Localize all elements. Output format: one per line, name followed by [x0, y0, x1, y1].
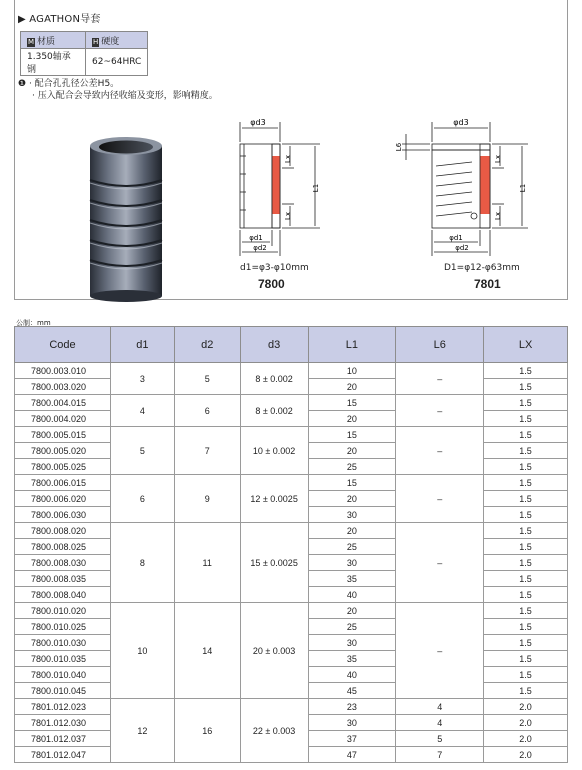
code-cell: 7800.003.010 [15, 363, 111, 379]
label-d1: φd1 [249, 234, 263, 242]
l6-cell: – [396, 475, 484, 523]
d2-cell: 16 [174, 699, 240, 763]
range-7801: D1=φ12-φ63mm [444, 263, 520, 273]
l1-cell: 25 [308, 619, 396, 635]
code-cell: 7800.010.045 [15, 683, 111, 699]
lx-cell: 1.5 [484, 507, 568, 523]
lx-cell: 1.5 [484, 411, 568, 427]
material-tag-icon: M [28, 37, 35, 46]
code-cell: 7800.008.035 [15, 571, 111, 587]
l1-cell: 25 [308, 539, 396, 555]
d1-cell: 10 [110, 603, 174, 699]
label-lx-bottom: Lx [494, 211, 502, 221]
l1-cell: 20 [308, 379, 396, 395]
code-cell: 7800.010.020 [15, 603, 111, 619]
l1-cell: 20 [308, 491, 396, 507]
d1-cell: 6 [110, 475, 174, 523]
model-7800: 7800 [258, 277, 285, 291]
l1-cell: 37 [308, 731, 396, 747]
d2-cell: 14 [174, 603, 240, 699]
table-row [15, 395, 568, 411]
lx-cell: 1.5 [484, 379, 568, 395]
label-d3: φd3 [453, 118, 469, 127]
d3-cell: 22 ± 0.003 [240, 699, 308, 763]
label-l1: L1 [312, 183, 320, 193]
code-cell: 7800.006.020 [15, 491, 111, 507]
l6-cell: 4 [396, 715, 484, 731]
code-cell: 7801.012.030 [15, 715, 111, 731]
dimension-table [14, 326, 568, 763]
label-lx-top: Lx [494, 154, 502, 164]
d2-cell: 7 [174, 427, 240, 475]
column-header: L1 [308, 327, 396, 363]
l1-cell: 35 [308, 651, 396, 667]
label-lx-bottom: Lx [284, 211, 292, 221]
d2-cell: 9 [174, 475, 240, 523]
code-cell: 7800.008.020 [15, 523, 111, 539]
code-cell: 7800.004.015 [15, 395, 111, 411]
lx-cell: 1.5 [484, 683, 568, 699]
l1-cell: 15 [308, 395, 396, 411]
l1-cell: 30 [308, 555, 396, 571]
lx-cell: 1.5 [484, 491, 568, 507]
note-item: · 压入配合会导致内径收缩及变形，影响精度。 [32, 91, 218, 101]
lx-cell: 1.5 [484, 571, 568, 587]
d3-cell: 8 ± 0.002 [240, 395, 308, 427]
lx-cell: 1.5 [484, 539, 568, 555]
l1-cell: 30 [308, 715, 396, 731]
d1-cell: 12 [110, 699, 174, 763]
lx-cell: 1.5 [484, 443, 568, 459]
l6-cell: – [396, 427, 484, 475]
l1-cell: 45 [308, 683, 396, 699]
d1-cell: 3 [110, 363, 174, 395]
material-table [20, 31, 148, 76]
hardness-tag-icon: H [93, 37, 99, 46]
d3-cell: 8 ± 0.002 [240, 363, 308, 395]
material-table-wrap [20, 31, 148, 76]
l6-cell: 7 [396, 747, 484, 763]
l1-cell: 10 [308, 363, 396, 379]
note-number-icon: ❶ [18, 79, 27, 89]
column-header: d2 [174, 327, 240, 363]
code-cell: 7800.010.035 [15, 651, 111, 667]
code-cell: 7800.005.020 [15, 443, 111, 459]
model-7801: 7801 [474, 277, 501, 291]
l1-cell: 40 [308, 587, 396, 603]
l1-cell: 20 [308, 523, 396, 539]
notes [18, 78, 218, 102]
column-header: d3 [240, 327, 308, 363]
hardness-header: 硬度 [101, 36, 120, 47]
table-row [15, 363, 568, 379]
lx-cell: 1.5 [484, 459, 568, 475]
table-row [15, 699, 568, 715]
code-cell: 7801.012.047 [15, 747, 111, 763]
label-d3: φd3 [250, 118, 266, 127]
label-lx-top: Lx [284, 154, 292, 164]
column-header: Code [15, 327, 111, 363]
code-cell: 7800.005.015 [15, 427, 111, 443]
note-item: · 配合孔孔径公差H5。 [28, 79, 120, 89]
code-cell: 7800.008.040 [15, 587, 111, 603]
code-cell: 7800.006.030 [15, 507, 111, 523]
d3-cell: 20 ± 0.003 [240, 603, 308, 699]
d2-cell: 6 [174, 395, 240, 427]
d1-cell: 8 [110, 523, 174, 603]
l1-cell: 20 [308, 443, 396, 459]
table-row [15, 427, 568, 443]
lx-cell: 2.0 [484, 731, 568, 747]
lx-cell: 2.0 [484, 699, 568, 715]
code-cell: 7800.006.015 [15, 475, 111, 491]
label-l6: L6 [395, 142, 403, 152]
l1-cell: 15 [308, 427, 396, 443]
lx-cell: 2.0 [484, 715, 568, 731]
l1-cell: 20 [308, 603, 396, 619]
l1-cell: 35 [308, 571, 396, 587]
column-header: d1 [110, 327, 174, 363]
label-l1: L1 [519, 183, 527, 193]
lx-cell: 1.5 [484, 427, 568, 443]
lx-cell: 1.5 [484, 555, 568, 571]
lx-cell: 1.5 [484, 651, 568, 667]
code-cell: 7800.005.025 [15, 459, 111, 475]
l1-cell: 23 [308, 699, 396, 715]
l6-cell: – [396, 395, 484, 427]
column-header: L6 [396, 327, 484, 363]
label-d2: φd2 [253, 244, 267, 252]
range-7800: d1=φ3-φ10mm [240, 263, 309, 273]
lx-cell: 1.5 [484, 475, 568, 491]
l1-cell: 30 [308, 507, 396, 523]
d2-cell: 11 [174, 523, 240, 603]
l6-cell: – [396, 363, 484, 395]
d1-cell: 4 [110, 395, 174, 427]
lx-cell: 2.0 [484, 747, 568, 763]
code-cell: 7800.008.025 [15, 539, 111, 555]
drawing-7800 [220, 116, 330, 276]
d3-cell: 15 ± 0.0025 [240, 523, 308, 603]
code-cell: 7800.008.030 [15, 555, 111, 571]
material-header: 材质 [37, 36, 56, 47]
lx-cell: 1.5 [484, 619, 568, 635]
l6-cell: – [396, 523, 484, 603]
l1-cell: 30 [308, 635, 396, 651]
code-cell: 7800.010.040 [15, 667, 111, 683]
code-cell: 7800.003.020 [15, 379, 111, 395]
d2-cell: 5 [174, 363, 240, 395]
drawing-7801 [392, 116, 532, 276]
l6-cell: 4 [396, 699, 484, 715]
lx-cell: 1.5 [484, 363, 568, 379]
lx-cell: 1.5 [484, 523, 568, 539]
label-d2: φd2 [455, 244, 469, 252]
code-cell: 7800.004.020 [15, 411, 111, 427]
l1-cell: 25 [308, 459, 396, 475]
code-cell: 7800.010.030 [15, 635, 111, 651]
code-cell: 7801.012.037 [15, 731, 111, 747]
l1-cell: 15 [308, 475, 396, 491]
unit-note: 公制：mm [16, 319, 51, 327]
l1-cell: 20 [308, 411, 396, 427]
page-title: ▶ AGATHON导套 [18, 14, 101, 25]
table-row [15, 523, 568, 539]
material-value: 1.350轴承钢 [21, 49, 86, 76]
lx-cell: 1.5 [484, 635, 568, 651]
l1-cell: 47 [308, 747, 396, 763]
code-cell: 7801.012.023 [15, 699, 111, 715]
d3-cell: 10 ± 0.002 [240, 427, 308, 475]
l6-cell: – [396, 603, 484, 699]
code-cell: 7800.010.025 [15, 619, 111, 635]
hardness-value: 62~64HRC [86, 49, 148, 76]
table-header-row [15, 327, 568, 363]
table-row [15, 475, 568, 491]
lx-cell: 1.5 [484, 667, 568, 683]
table-row [15, 603, 568, 619]
l6-cell: 5 [396, 731, 484, 747]
guide-bushing-photo [84, 132, 168, 302]
lx-cell: 1.5 [484, 587, 568, 603]
lx-cell: 1.5 [484, 395, 568, 411]
d3-cell: 12 ± 0.0025 [240, 475, 308, 523]
d1-cell: 5 [110, 427, 174, 475]
l1-cell: 40 [308, 667, 396, 683]
column-header: LX [484, 327, 568, 363]
lx-cell: 1.5 [484, 603, 568, 619]
label-d1: φd1 [449, 234, 463, 242]
